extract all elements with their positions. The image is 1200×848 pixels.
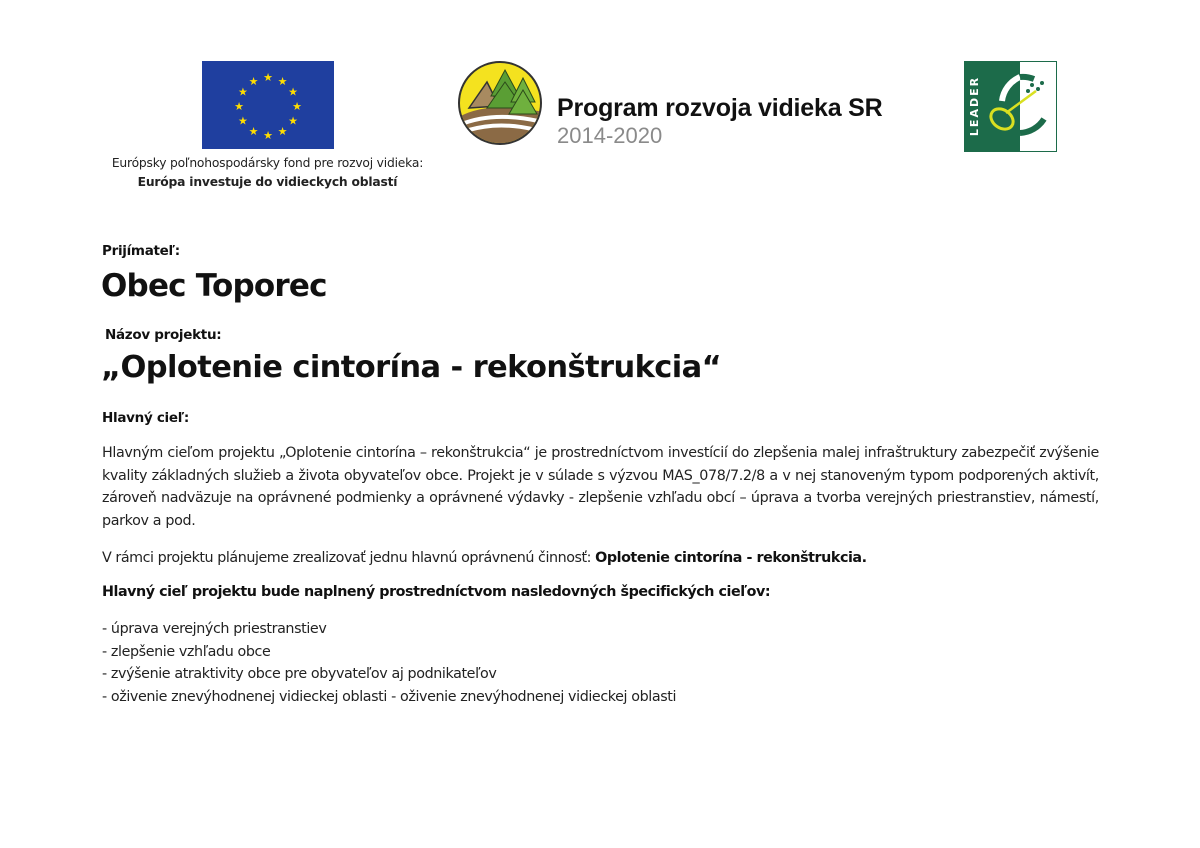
svg-text:★: ★ [263, 71, 273, 84]
svg-text:★: ★ [292, 100, 302, 113]
main-goal-paragraph: Hlavným cieľom projektu „Oplotenie cintorína – rekonštrukcia“ je prostredníctvom investícií do zlepšenia malej infraštruktury zabezpečiť zvýšenie kvality základných služieb a života obyvateľov obce. Projekt je v súlade s výzvou MAS_078/7.2/8 a v nej stanoveným typom podporených aktivít, zároveň nadväzuje na oprávnené podmienky a oprávnené výdavky - zlepšenie vzhľadu obcí – úprava a tvorba verejných priestranstiev, námestí, parkov a pod. [102, 445, 1099, 530]
list-item: - zlepšenie vzhľadu obce [102, 643, 271, 660]
svg-text:★: ★ [248, 74, 259, 88]
eu-caption [100, 154, 435, 192]
eu-flag-icon [202, 61, 334, 149]
prv-title: Program rozvoja vidieka SR [557, 94, 883, 122]
svg-text:★: ★ [277, 125, 288, 139]
svg-text:★: ★ [248, 125, 259, 139]
list-item: - oživenie znevýhodnenej vidieckej oblasti - oživenie znevýhodnenej vidieckej oblasti [102, 688, 677, 705]
recipient-name: Obec Toporec [101, 268, 327, 304]
leader-logo-icon [964, 61, 1057, 152]
main-goal-label: Hlavný cieľ: [102, 410, 190, 426]
list-item: - zvýšenie atraktivity obce pre obyvateľov aj podnikateľov [102, 666, 497, 682]
eu-caption-line2: Európa investuje do vidieckych oblastí [137, 175, 398, 189]
main-activity-name: Oplotenie cintorína - rekonštrukcia. [595, 550, 867, 566]
specific-goals-heading: Hlavný cieľ projektu bude naplnený prostredníctvom nasledovných špecifických cieľov: [102, 584, 771, 600]
svg-text:LEADER: LEADER [968, 75, 981, 137]
prv-logo [457, 60, 887, 150]
recipient-label: Prijímateľ: [102, 243, 180, 259]
project-name: „Oplotenie cintorína - rekonštrukcia“ [101, 350, 722, 385]
svg-text:★: ★ [237, 114, 248, 128]
prv-years: 2014-2020 [557, 123, 663, 148]
rural-landscape-icon [457, 60, 543, 146]
svg-text:★: ★ [237, 85, 248, 99]
specific-goals-list [102, 618, 676, 708]
main-activity-prefix: V rámci projektu plánujeme zrealizovať jednu hlavnú oprávnenú činnosť: [102, 550, 596, 566]
eu-caption-line1: Európsky poľnohospodársky fond pre rozvoj vidieka: [111, 156, 424, 170]
svg-text:★: ★ [288, 85, 299, 99]
svg-text:★: ★ [263, 129, 273, 142]
list-item: - úprava verejných priestranstiev [102, 621, 327, 637]
svg-text:★: ★ [234, 100, 244, 113]
project-label: Názov projektu: [105, 327, 222, 343]
svg-text:★: ★ [277, 74, 288, 88]
svg-text:★: ★ [288, 114, 299, 128]
main-activity-line [102, 550, 867, 566]
